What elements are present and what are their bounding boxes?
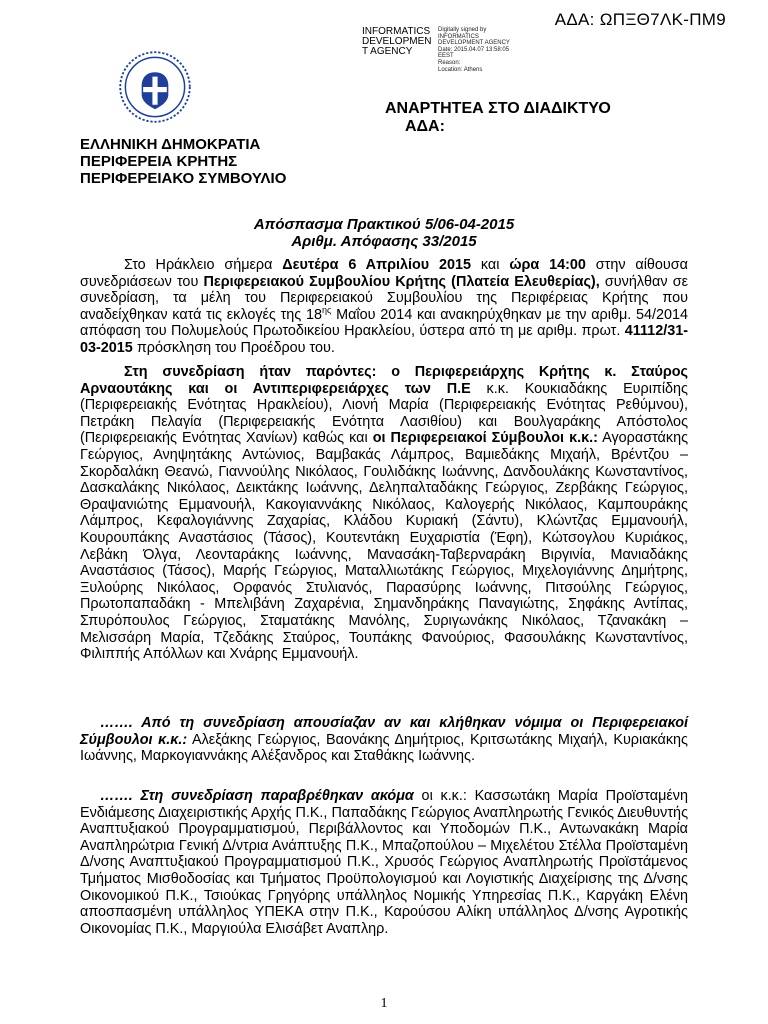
signature-detail-line: Date: 2015.04.07 13:58:05 bbox=[438, 46, 510, 53]
document-title bbox=[80, 216, 688, 250]
signature-org-line: INFORMATICS bbox=[362, 26, 431, 37]
signature-org-line: T AGENCY bbox=[362, 46, 413, 57]
decision-number: Αριθμ. Απόφασης 33/2015 bbox=[291, 233, 477, 250]
greek-state-emblem-icon bbox=[118, 50, 192, 124]
page-number: 1 bbox=[380, 996, 388, 1011]
signature-detail-line: EEST bbox=[438, 53, 454, 60]
org-line-region: ΠΕΡΙΦΕΡΕΙΑ ΚΡΗΤΗΣ bbox=[80, 153, 238, 170]
signature-detail-line: Location: Athens bbox=[438, 66, 483, 73]
ada-code: ΑΔΑ: ΩΠΞΘ7ΛΚ-ΠΜ9 bbox=[554, 10, 726, 29]
minutes-extract-title: Απόσπασμα Πρακτικού 5/06-04-2015 bbox=[253, 216, 515, 233]
posting-ada-label: ΑΔΑ: bbox=[405, 118, 445, 135]
signature-org-line: DEVELOPMEN bbox=[362, 36, 432, 47]
signature-detail-line: Reason: bbox=[438, 59, 461, 66]
paragraph-absentees: ……. Από τη συνεδρίαση απουσίαζαν αν και κλήθηκαν νόμιμα οι Περιφερειακοί Σύμβουλοι κ.κ.: Αλεξάκης Γεώργιος, Βαονάκης Δημήτριος, Κριτσωτάκης Μιχαήλ, Κυριακάκης Ιωάννης, Μαρκογιαννάκης Αλέξανδρος και Σταθάκης Ιωάννης. bbox=[80, 715, 688, 765]
posting-notice-title: ΑΝΑΡΤΗΤΕΑ ΣΤΟ ΔΙΑΔΙΚΤΥΟ bbox=[385, 100, 611, 117]
signature-organization bbox=[362, 27, 434, 57]
signature-details bbox=[438, 27, 510, 73]
org-line-council: ΠΕΡΙΦΕΡΕΙΑΚΟ ΣΥΜΒΟΥΛΙΟ bbox=[80, 170, 287, 187]
organization-header bbox=[80, 136, 286, 187]
org-line-republic: ΕΛΛΗΝΙΚΗ ΔΗΜΟΚΡΑΤΙΑ bbox=[80, 136, 261, 153]
signature-detail-line: Digitally signed by bbox=[438, 27, 487, 33]
signature-detail-line: DEVELOPMENT AGENCY bbox=[438, 40, 510, 47]
paragraph-meeting-intro: Στο Ηράκλειο σήμερα Δευτέρα 6 Απριλίου 2015 και ώρα 14:00 στην αίθουσα συνεδριάσεων του Περιφερειακού Συμβουλίου Κρήτης (Πλατεία Ελευθερίας), συνήλθαν σε συνεδρίαση, τα μέλη του Περιφερειακού Συμβουλίου της Περιφέρειας Κρήτης που αναδείχθηκαν κατά τις εκλογές της $18^{\eta\varsigma}$ Μαΐου 2014 και ανακηρύχθηκαν με την αριθμ. 54/2014 απόφαση του Πολυμελούς Πρωτοδικείου Ηρακλείου, ύστερα από τη με αριθμ. πρωτ. 41112/31-03-2015 πρόσκληση του Προέδρου του. bbox=[80, 257, 689, 356]
paragraph-attendees: Στη συνεδρίαση ήταν παρόντες: ο Περιφερειάρχης Κρήτης κ. Σταύρος Αρναουτάκης και οι Αντιπεριφερειάρχες των Π.Ε κ.κ. Κουκιαδάκης Ευριπίδης (Περιφερειακής Ενότητας Ηρακλείου), Λιονή Μαρία (Περιφερειακής Ενότητας Ρεθύμνου), Πετράκη Πελαγία (Περιφερειακής Ενότητα Λασιθίου) και Βουλγαράκης Απόστολος (Περιφερειακής Ενότητας Χανίων) καθώς και οι Περιφερειακοί Σύμβουλοι κ.κ.: Αγοραστάκης Γεώργιος, Ανηψητάκης Αντώνιος, Βαμβακάς Λάμπρος, Βαμιεδάκης Μιχαήλ, Βρέντζου – Σκορδαλάκη Θεανώ, Γιαννούλης Νικόλαος, Γουλιδάκης Ιωάννης, Δανδουλάκης Κωνσταντίνος, Δασκαλάκης Νικόλαος, Δεικτάκης Ιωάννης, Δεληπαλταδάκης Γεώργιος, Ζερβάκης Γεώργιος, Θραψανιώτης Εμμανουήλ, Κακογιαννάκης Νικόλαος, Καλογερής Νικόλαος, Καμπουράκης Λάμπρος, Κεφαλογιάννης Ζαχαρίας, Κλάδου Κυριακή (Σάντυ), Κλώντζας Εμμανουήλ, Κουρουπάκης Αναστάσιος (Τάσος), Κουτεντάκη Ευχαριστία (Έφη), Κώτσογλου Κυριάκος, Λεβάκη Όλγα, Λεονταράκης Ιωάννης, Μανασάκη-Ταβερναράκη Βιργινία, Μανιαδάκης Αναστάσιος (Τάσος), Μαρής Γεώργιος, Ματαλλιωτάκης Γεώργιος, Μιχελογιάννης Δημήτρης, Ξυλούρης Νικόλαος, Ορφανός Στυλιανός, Παρασύρης Ιωάννης, Πιτσούλης Γεώργιος, Πρωτοπαπαδάκη - Μπελιβάνη Ζαχαρένια, Σημανδηράκης Παναγιώτης, Σηφάκης Αντίπας, Σπυρόπουλος Γεώργιος, Σταματάκης Μανόλης, Συριγωνάκης Νικόλαος, Τζανακάκη – Μελισσάρη Μαρία, Τζεδάκης Σταύρος, Τουπάκης Φανούριος, Φασουλάκης Κωνσταντίνος, Φιλιππής Απόλλων και Χνάρης Εμμανουήλ. bbox=[80, 364, 689, 663]
posting-notice bbox=[385, 100, 611, 136]
paragraph-other-attendees: ……. Στη συνεδρίαση παραβρέθηκαν ακόμα οι κ.κ.: Κασσωτάκη Μαρία Προϊσταμένη Ενδιάμεσης Διαχειριστικής Αρχής Π.Κ., Παπαδάκης Γεώργιος Αναπληρωτής Γενικός Διευθυντής Αναπτυξιακού Προγραμματισμού, Περιβάλλοντος και Υποδομών Π.Κ., Αντωνακάκη Μαρία Αναπληρώτρια Γενική Δ/ντρια Ανάπτυξης Π.Κ., Μπαζοπούλου – Μιχελέτου Στέλλα Προϊσταμένη Δ/νσης Αναπτυξιακού Προγραμματισμού Π.Κ., Χρυσός Γεώργιος Αναπληρωτής Προϊστάμενος Τμήματος Μισθοδοσίας και Τμήματος Προϋπολογισμού και Λογιστικής Διαχείρισης της Δ/νσης Οικονομικού Π.Κ., Τσιούκας Γρηγόρης υπάλληλος Νομικής Υπηρεσίας Π.Κ., Καργάκη Ελένη αποσπασμένη υπάλληλος ΥΠΕΚΑ στην Π.Κ., Καρούσου Αλίκη υπάλληλος Δ/νσης Αγροτικής Οικονομίας Π.Κ., Μαργιούλα Ελισάβετ Αναπληρ. bbox=[80, 788, 688, 937]
signature-detail-line: INFORMATICS bbox=[438, 33, 479, 40]
